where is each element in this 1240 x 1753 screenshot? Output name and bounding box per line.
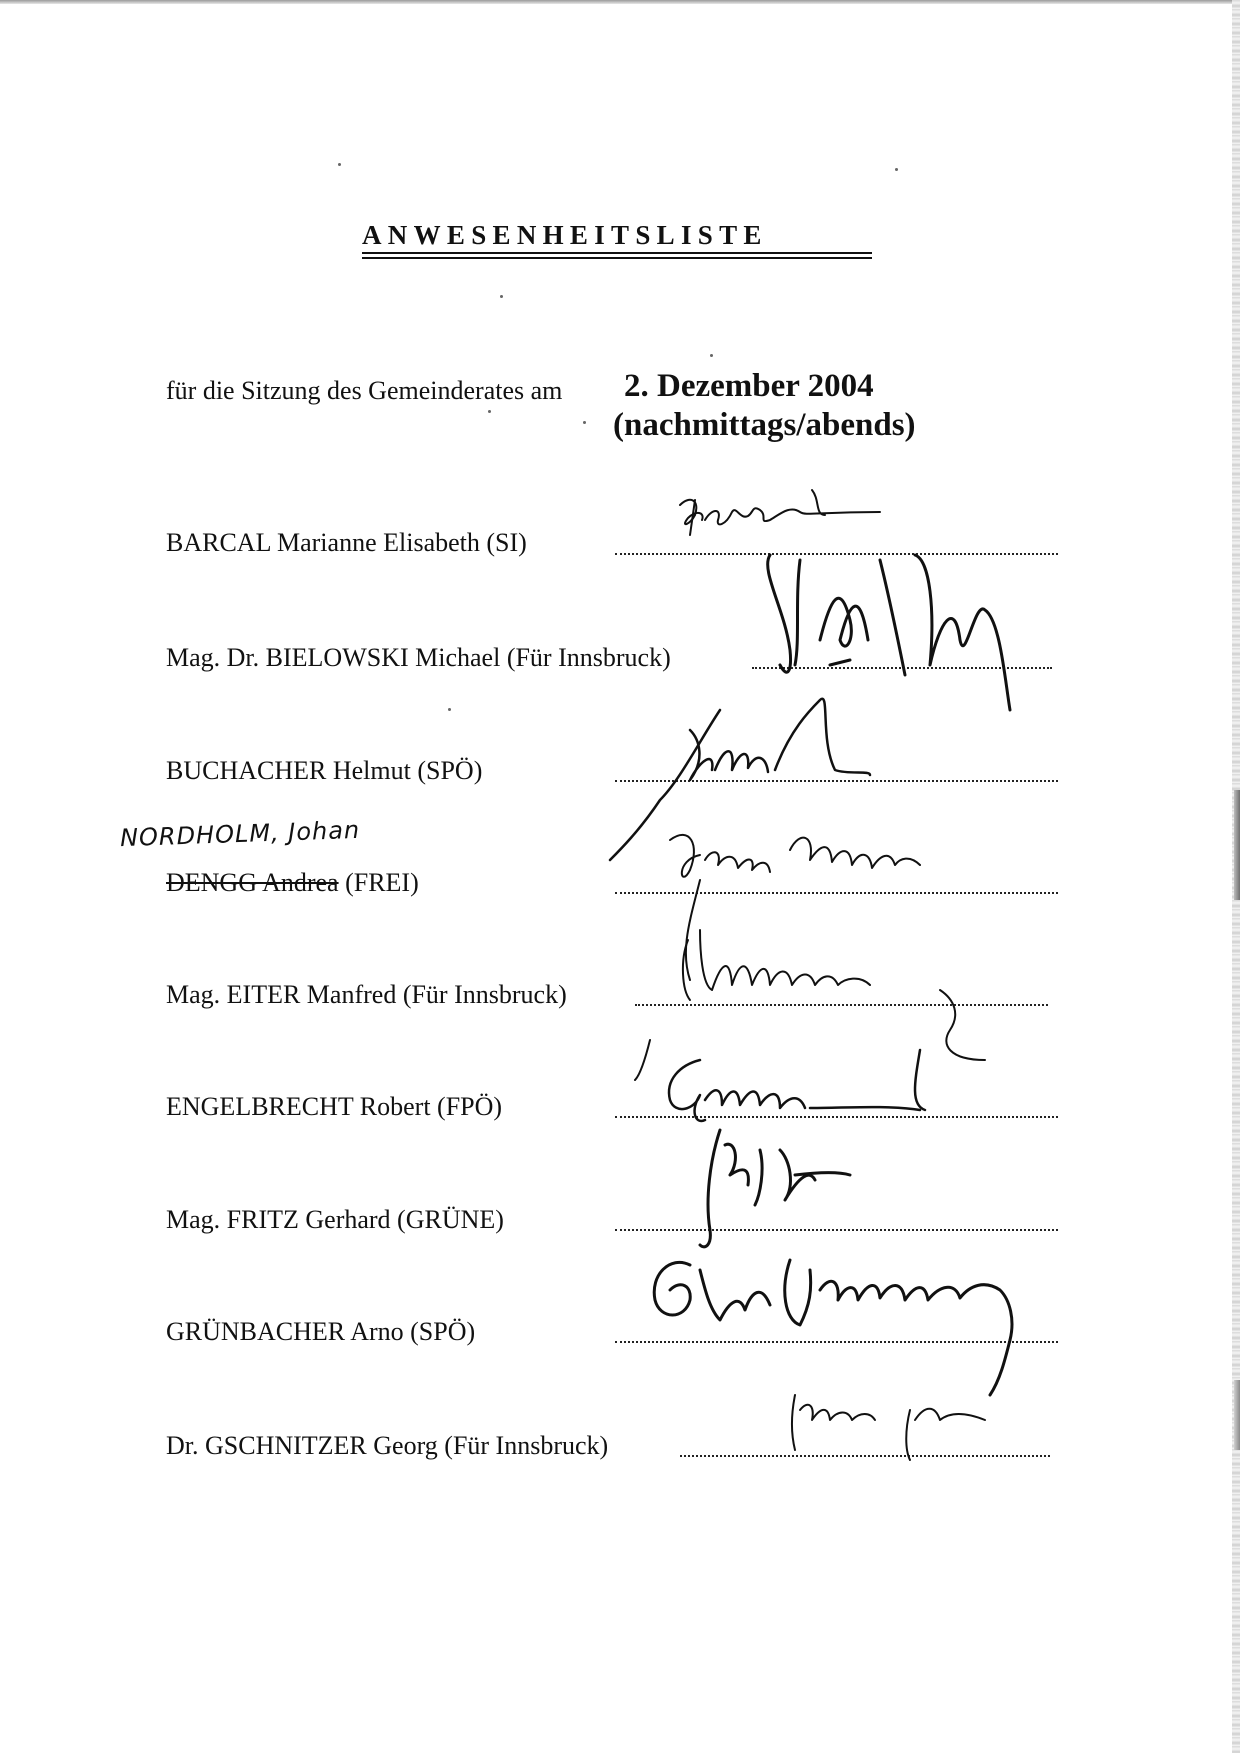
signature-gruenbacher: [654, 1260, 1012, 1395]
attendee-name: Mag. Dr. BIELOWSKI Michael (Für Innsbruck): [166, 643, 671, 672]
session-time: (nachmittags/abends): [613, 407, 916, 443]
session-description: für die Sitzung des Gemeinderates am: [166, 376, 563, 405]
signature-gschnitzer: [792, 1395, 985, 1460]
signature-bielowski: [768, 555, 1010, 710]
signature-engelbrecht: [669, 1050, 925, 1121]
attendee-name: BUCHACHER Helmut (SPÖ): [166, 756, 483, 785]
handwritten-replacement-name: NORDHOLM, Johan: [119, 815, 361, 853]
attendee-name: Mag. EITER Manfred (Für Innsbruck): [166, 980, 567, 1009]
signature-barcal: [680, 490, 880, 535]
signature-fritz: [700, 1130, 850, 1247]
signature-nordholm: [670, 835, 920, 980]
signature-eiter: [635, 930, 985, 1080]
signature-buchacher: [610, 699, 870, 860]
attendee-name: ENGELBRECHT Robert (FPÖ): [166, 1092, 503, 1121]
attendee-name: BARCAL Marianne Elisabeth (SI): [166, 528, 527, 557]
party-label: (FREI): [345, 868, 419, 897]
struck-name: DENGG Andrea: [166, 868, 339, 897]
session-date: 2. Dezember 2004: [624, 368, 874, 404]
attendee-name: Dr. GSCHNITZER Georg (Für Innsbruck): [166, 1431, 609, 1460]
attendee-name: Mag. FRITZ Gerhard (GRÜNE): [166, 1205, 504, 1234]
page-title: ANWESENHEITSLISTE: [362, 220, 768, 250]
attendee-name: GRÜNBACHER Arno (SPÖ): [166, 1317, 476, 1346]
